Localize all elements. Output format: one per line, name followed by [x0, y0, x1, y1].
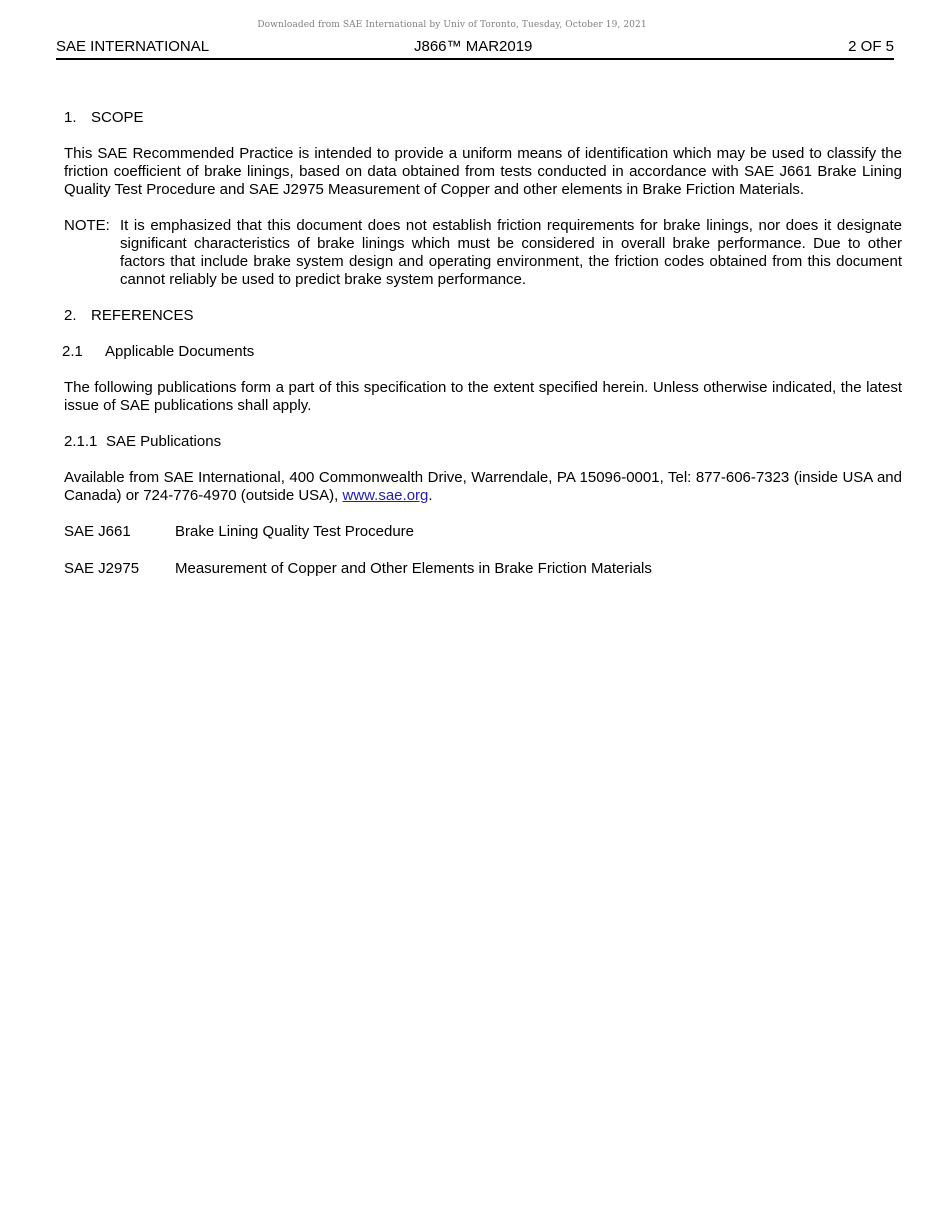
section-title: REFERENCES — [91, 307, 194, 324]
header-page-number: 2 OF 5 — [848, 38, 894, 55]
document-body — [64, 109, 902, 597]
reference-code: SAE J2975 — [64, 560, 140, 577]
availability-text: Available from SAE International, 400 Commonwealth Drive, Warrendale, PA 15096-0001, Tel: 877-606-7323 (inside USA and Canada) or 724-776-4970 (outside USA), — [64, 469, 902, 504]
header-doc-id: J866™ MAR2019 — [414, 38, 533, 55]
subsection-title: Applicable Documents — [105, 343, 255, 360]
reference-item — [64, 523, 902, 541]
download-watermark: Downloaded from SAE International by Univ of Toronto, Tuesday, October 19, 2021 — [257, 20, 647, 30]
reference-title: Brake Lining Quality Test Procedure — [175, 523, 415, 540]
subsection-sae-publications-heading — [64, 433, 902, 451]
reference-code: SAE J661 — [64, 523, 131, 540]
section-references-heading — [64, 307, 902, 325]
subsection-number: 2.1.1 — [64, 433, 98, 450]
applicable-documents-paragraph: The following publications form a part of this specification to the extent specified herein. Unless otherwise indicated, the latest issue of SAE publications shall apply. — [64, 379, 902, 414]
subsection-number: 2.1 — [62, 343, 83, 360]
subsection-applicable-documents-heading — [62, 343, 902, 361]
section-scope-heading — [64, 109, 902, 127]
availability-paragraph — [64, 469, 902, 505]
section-number: 1. — [64, 109, 77, 126]
subsection-title: SAE Publications — [106, 433, 222, 450]
section-title: SCOPE — [91, 109, 144, 126]
reference-item — [64, 560, 902, 578]
page-header — [56, 38, 894, 60]
sae-website-link[interactable]: www.sae.org — [342, 487, 429, 504]
section-number: 2. — [64, 307, 77, 324]
availability-end: . — [428, 487, 433, 504]
header-org: SAE INTERNATIONAL — [56, 38, 210, 55]
note-label: NOTE: — [64, 217, 110, 234]
scope-paragraph: This SAE Recommended Practice is intended to provide a uniform means of identification which may be used to classify the friction coefficient of brake linings, based on data obtained from tests conducted in accordance with SAE J661 Brake Lining Quality Test Procedure and SAE J2975 Measurement of Copper and other elements in Brake Friction Materials. — [64, 145, 902, 198]
note-text: It is emphasized that this document does not establish friction requirements for brake linings, nor does it designate significant characteristics of brake linings which must be considered in overall brake performance. Due to other factors that include brake system design and operating environment, the friction codes obtained from this document cannot reliably be used to predict brake system performance. — [120, 217, 902, 288]
scope-note — [64, 217, 902, 289]
reference-title: Measurement of Copper and Other Elements in Brake Friction Materials — [175, 560, 652, 577]
